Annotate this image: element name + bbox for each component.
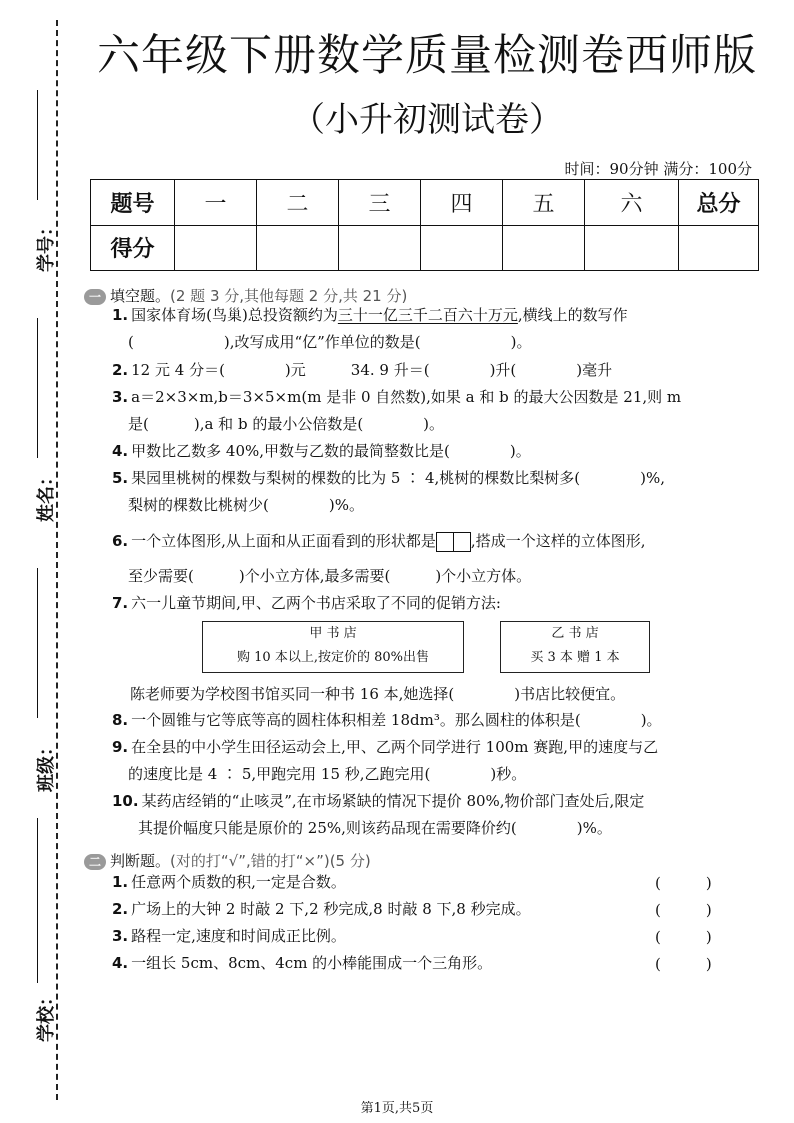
question-text: 在全县的中小学生田径运动会上,甲、乙两个同学进行 100m 赛跑,甲的速度与乙	[131, 738, 659, 756]
underlined-number: 三十一亿三千二百六十万元	[337, 306, 518, 324]
question-number: 9.	[112, 738, 129, 756]
exam-title: 六年级下册数学质量检测卷西师版	[97, 31, 757, 81]
question-5-line2: 梨树的棵数比桃树少( )%。	[128, 496, 364, 514]
question-number: 4.	[112, 442, 129, 460]
store-a-box	[202, 621, 464, 673]
question-text: 一组长 5cm、8cm、4cm 的小棒能围成一个三角形。	[131, 954, 493, 972]
class-line	[37, 568, 38, 718]
question-7-line2: 陈老师要为学校图书馆买同一种书 16 本,她选择( )书店比较便宜。	[130, 685, 626, 703]
question-number: 5.	[112, 469, 129, 487]
exam-subtitle: （小升初测试卷）	[291, 100, 563, 140]
school-label: 学校：	[36, 988, 57, 1042]
score-table	[90, 179, 759, 271]
question-7	[112, 593, 501, 613]
section-fill-blank-heading	[84, 285, 407, 306]
question-number: 6.	[112, 532, 129, 550]
store-a-offer: 购 10 本以上,按定价的 80%出售	[237, 650, 429, 665]
question-number: 1.	[112, 306, 129, 324]
question-number: 7.	[112, 594, 129, 612]
score-cell[interactable]	[257, 225, 339, 271]
question-text: 一个立体图形,从上面和从正面看到的形状都是	[131, 532, 436, 550]
score-cell[interactable]	[585, 225, 679, 271]
question-text: 某药店经销的“止咳灵”,在市场紧缺的情况下提价 80%,物价部门查处后,限定	[141, 792, 645, 810]
question-9	[112, 737, 658, 757]
score-table-header-row	[91, 180, 759, 226]
judge-question-3	[112, 926, 346, 946]
question-number: 2.	[112, 361, 129, 379]
question-number-header: 题号	[91, 180, 175, 226]
question-number: 8.	[112, 711, 129, 729]
judge-question-4	[112, 953, 492, 973]
score-col-3: 三	[339, 180, 421, 226]
question-8	[112, 710, 662, 730]
question-text: 任意两个质数的积,一定是合数。	[131, 873, 346, 891]
question-number: 3.	[112, 388, 129, 406]
question-text: a＝2×3×m,b＝3×5×m(m 是非 0 自然数),如果 a 和 b 的最大公因数是 21,则 m	[131, 388, 682, 406]
class-label: 班级：	[36, 738, 57, 792]
question-9-line2: 的速度比是 4 ∶ 5,甲跑完用 15 秒,乙跑完用( )秒。	[128, 765, 527, 783]
question-2	[112, 360, 612, 380]
section-title: 填空题。	[110, 287, 171, 305]
section-title: 判断题。	[110, 852, 171, 870]
student-id-line	[37, 90, 38, 200]
question-text: ,搭成一个这样的立体图形,	[470, 532, 646, 550]
question-text: 12 元 4 分＝( )元 34. 9 升＝( )升( )毫升	[131, 361, 613, 379]
school-line	[37, 818, 38, 983]
question-text: 路程一定,速度和时间成正比例。	[131, 927, 346, 945]
name-line	[37, 318, 38, 458]
cube-view-figure	[436, 532, 454, 552]
answer-blank[interactable]: ( )	[655, 955, 712, 973]
judge-question-1	[112, 872, 346, 892]
store-b-box	[500, 621, 650, 673]
question-6-line2: 至少需要( )个小立方体,最多需要( )个小立方体。	[128, 567, 532, 585]
section-note: (对的打“√”,错的打“×”)(5 分)	[170, 852, 371, 870]
question-number: 1.	[112, 873, 129, 891]
page-footer: 第1页,共5页	[360, 1101, 434, 1116]
question-1	[112, 305, 628, 325]
question-text: 甲数比乙数多 40%,甲数与乙数的最简整数比是( )。	[131, 442, 531, 460]
question-10-line2: 其提价幅度只能是原价的 25%,则该药品现在需要降价约( )%。	[138, 819, 612, 837]
answer-blank[interactable]: ( )	[655, 874, 712, 892]
store-b-offer: 买 3 本 赠 1 本	[530, 650, 620, 665]
score-col-2: 二	[257, 180, 339, 226]
question-text: ,横线上的数写作	[517, 306, 628, 324]
score-col-1: 一	[175, 180, 257, 226]
question-number: 4.	[112, 954, 129, 972]
question-10	[112, 791, 644, 811]
question-4	[112, 441, 531, 461]
section-note: (2 题 3 分,其他每题 2 分,共 21 分)	[170, 287, 408, 305]
score-cell[interactable]	[503, 225, 585, 271]
question-text: 六一儿童节期间,甲、乙两个书店采取了不同的促销方法:	[131, 594, 501, 612]
score-cell[interactable]	[421, 225, 503, 271]
score-table-score-row	[91, 225, 759, 271]
store-a-name: 甲 书 店	[309, 626, 357, 641]
question-number: 2.	[112, 900, 129, 918]
judge-question-2	[112, 899, 531, 919]
question-number: 10.	[112, 792, 139, 810]
question-number: 3.	[112, 927, 129, 945]
question-3-line2: 是( ),a 和 b 的最小公倍数是( )。	[128, 415, 445, 433]
student-id-label: 学号：	[36, 218, 57, 272]
section-judge-heading	[84, 850, 371, 871]
section-badge: 二	[84, 854, 106, 870]
score-col-6: 六	[585, 180, 679, 226]
question-6	[112, 531, 645, 552]
cube-view-figure	[454, 532, 471, 552]
answer-blank[interactable]: ( )	[655, 928, 712, 946]
score-col-4: 四	[421, 180, 503, 226]
score-col-5: 五	[503, 180, 585, 226]
score-cell[interactable]	[679, 225, 759, 271]
time-info: 时间：90分钟 满分：100分	[564, 160, 752, 178]
store-b-name: 乙 书 店	[551, 626, 599, 641]
question-1-line2: ( ),改写成用“亿”作单位的数是( )。	[128, 333, 532, 351]
answer-blank[interactable]: ( )	[655, 901, 712, 919]
question-text: 果园里桃树的棵数与梨树的棵数的比为 5 ∶ 4,桃树的棵数比梨树多( )%,	[131, 469, 666, 487]
section-badge: 一	[84, 289, 106, 305]
question-text: 一个圆锥与它等底等高的圆柱体积相差 18dm³。那么圆柱的体积是( )。	[131, 711, 662, 729]
name-label: 姓名：	[36, 468, 57, 522]
score-cell[interactable]	[339, 225, 421, 271]
question-text: 国家体育场(鸟巢)总投资额约为	[131, 306, 338, 324]
score-row-label: 得分	[91, 225, 175, 271]
question-5	[112, 468, 665, 488]
question-text: 广场上的大钟 2 时敲 2 下,2 秒完成,8 时敲 8 下,8 秒完成。	[131, 900, 531, 918]
binding-dashed-line	[56, 20, 58, 1100]
question-3	[112, 387, 681, 407]
score-col-total: 总分	[679, 180, 759, 226]
score-cell[interactable]	[175, 225, 257, 271]
